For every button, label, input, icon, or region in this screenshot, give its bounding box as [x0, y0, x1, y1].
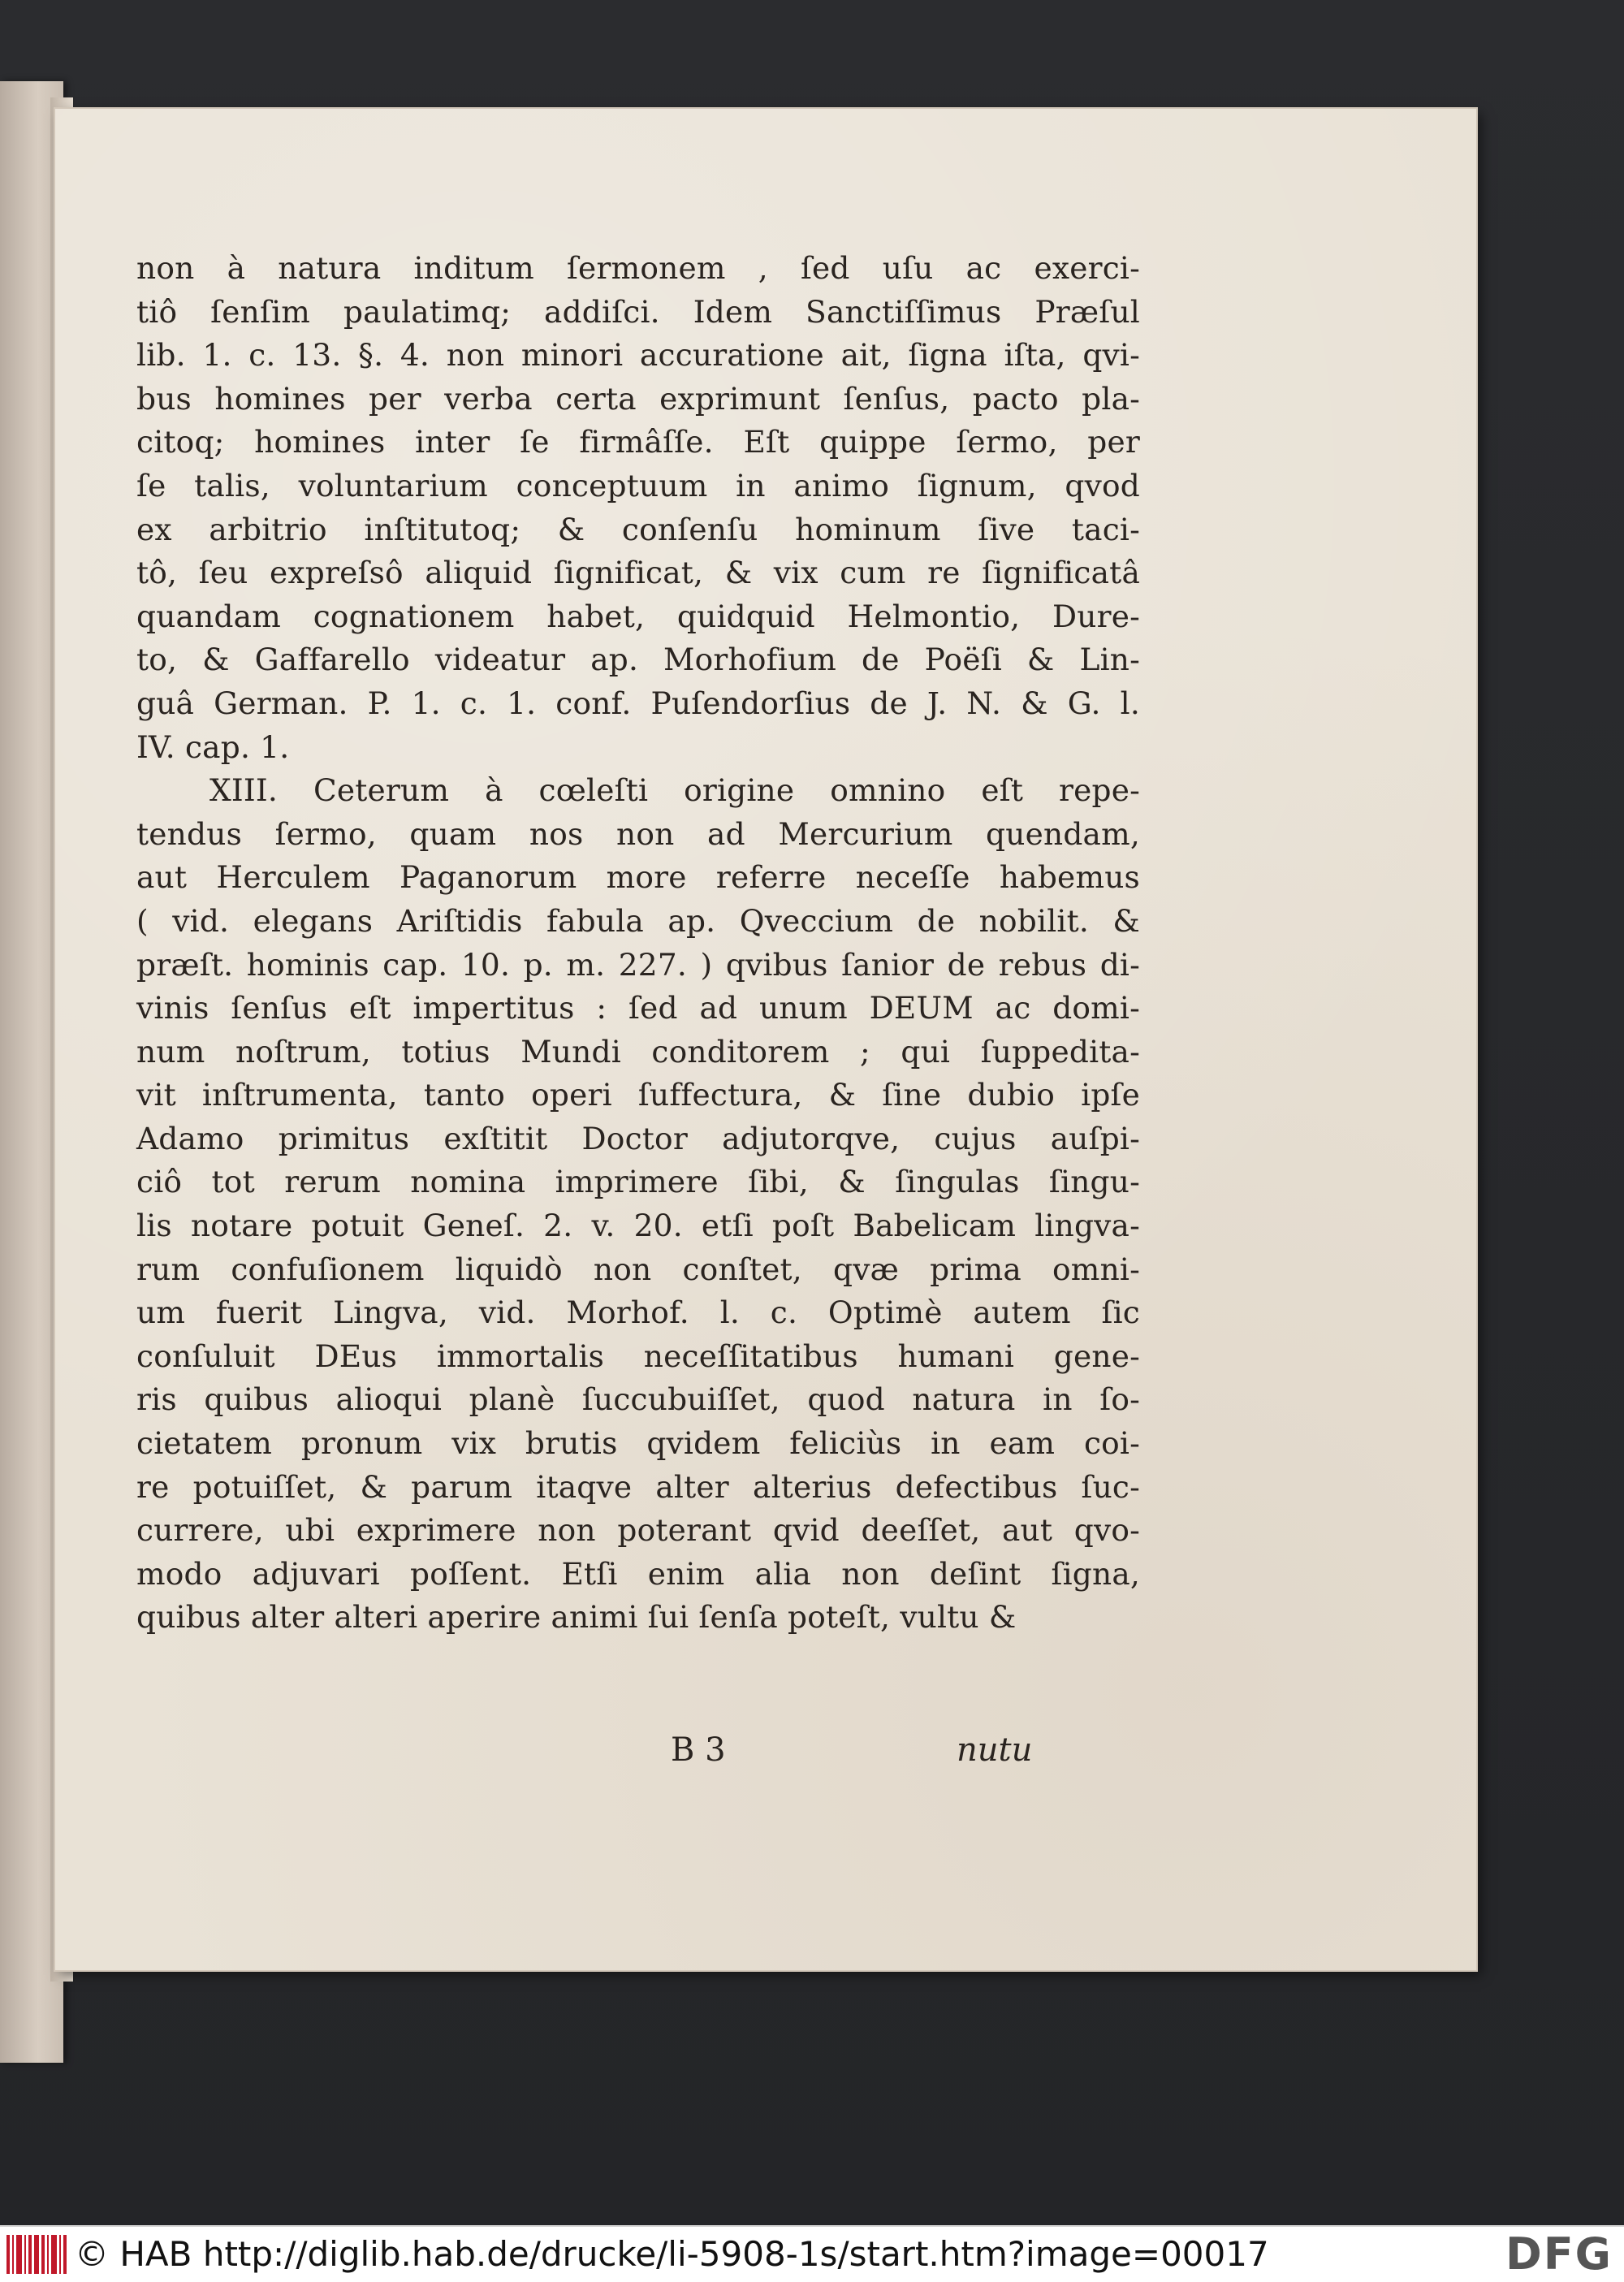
text-line: num noſtrum, totius Mundi conditorem ; qui ſuppedita- — [136, 1033, 1140, 1070]
text-line: Adamo primitus exſtitit Doctor adjutorqve, cujus auſpi- — [136, 1120, 1140, 1156]
text-line: quibus alter alteri aperire animi ſui ſenſa poteſt, vultu & — [136, 1599, 1017, 1636]
text-line: ſe talis, voluntarium conceptuum in animo ſignum, qvod — [136, 467, 1140, 504]
text-line: tiô ſenſim paulatimq; addiſci. Idem Sanctiſſimus Præſul — [136, 293, 1140, 330]
signature-mark: B 3 — [671, 1731, 726, 1769]
text-line: ex arbitrio inſtitutoq; & conſenſu hominum ſive taci- — [136, 511, 1140, 547]
text-line: XIII. Ceterum à cœleſti origine omnino eſt repe- — [209, 772, 1140, 809]
text-line: ris quibus alioqui planè ſuccubuiſſet, quod natura in ſo- — [136, 1381, 1140, 1418]
text-line: um fuerit Lingva, vid. Morhof. l. c. Optimè autem ſic — [136, 1294, 1140, 1331]
text-line: quandam cognationem habet, quidquid Helmontio, Dure- — [136, 598, 1140, 634]
barcode-icon — [6, 2235, 67, 2274]
text-line: aut Herculem Paganorum more referre neceſſe habemus — [136, 859, 1140, 896]
text-line: vinis ſenſus eſt impertitus : ſed ad unum DEUM ac domi- — [136, 990, 1140, 1026]
text-line: tendus ſermo, quam nos non ad Mercurium quendam, — [136, 815, 1140, 852]
catchword: nutu — [957, 1731, 1033, 1769]
text-line: tô, ſeu expreſsô aliquid ſignificat, & vix cum re ſignificatâ — [136, 555, 1140, 591]
dfg-logo: DFG — [1505, 2228, 1613, 2280]
copyright-url: © HAB http://diglib.hab.de/drucke/li-5908-1s/start.htm?image=00017 — [75, 2234, 1269, 2274]
text-line: ( vid. elegans Ariſtidis fabula ap. Qveccium de nobilit. & — [136, 902, 1140, 939]
text-line: currere, ubi exprimere non poterant qvid deeſſet, aut qvo- — [136, 1512, 1140, 1549]
text-line: guâ German. P. 1. c. 1. conf. Puſendorſius de J. N. & G. l. — [136, 685, 1140, 721]
text-line: vit inſtrumenta, tanto operi ſuffectura, & ſine dubio ipſe — [136, 1077, 1140, 1113]
text-line: to, & Gaffarello videatur ap. Morhofium de Poëſi & Lin- — [136, 642, 1140, 678]
footer-bar — [0, 2225, 1624, 2282]
text-line: citoq; homines inter ſe firmâſſe. Eſt quippe ſermo, per — [136, 424, 1140, 460]
text-line: præſt. hominis cap. 10. p. m. 227. ) qvibus ſanior de rebus di- — [136, 946, 1140, 983]
text-line: re potuiſſet, & parum itaqve alter alterius defectibus ſuc- — [136, 1468, 1140, 1505]
text-line: bus homines per verba certa exprimunt ſenſus, pacto pla- — [136, 380, 1140, 417]
text-line: conſuluit DEus immortalis neceſſitatibus humani gene- — [136, 1338, 1140, 1374]
page-text — [136, 247, 1140, 1640]
text-line: lib. 1. c. 13. §. 4. non minori accuratione ait, ſigna iſta, qvi- — [136, 337, 1140, 374]
text-line: cietatem pronum vix brutis qvidem feliciùs in eam coi- — [136, 1425, 1140, 1462]
text-line: modo adjuvari poſſent. Etſi enim alia non deſint ſigna, — [136, 1555, 1140, 1592]
book-page — [55, 109, 1476, 1970]
text-line: IV. cap. 1. — [136, 728, 290, 765]
text-line: rum confuſionem liquidò non conſtet, qvæ prima omni- — [136, 1251, 1140, 1287]
text-line: ciô tot rerum nomina imprimere ſibi, & ſingulas ſingu- — [136, 1164, 1140, 1200]
text-line: non à natura inditum ſermonem , ſed uſu ac exerci- — [136, 250, 1140, 286]
text-line: lis notare potuit Geneſ. 2. v. 20. etſi poſt Babelicam lingva- — [136, 1208, 1140, 1244]
